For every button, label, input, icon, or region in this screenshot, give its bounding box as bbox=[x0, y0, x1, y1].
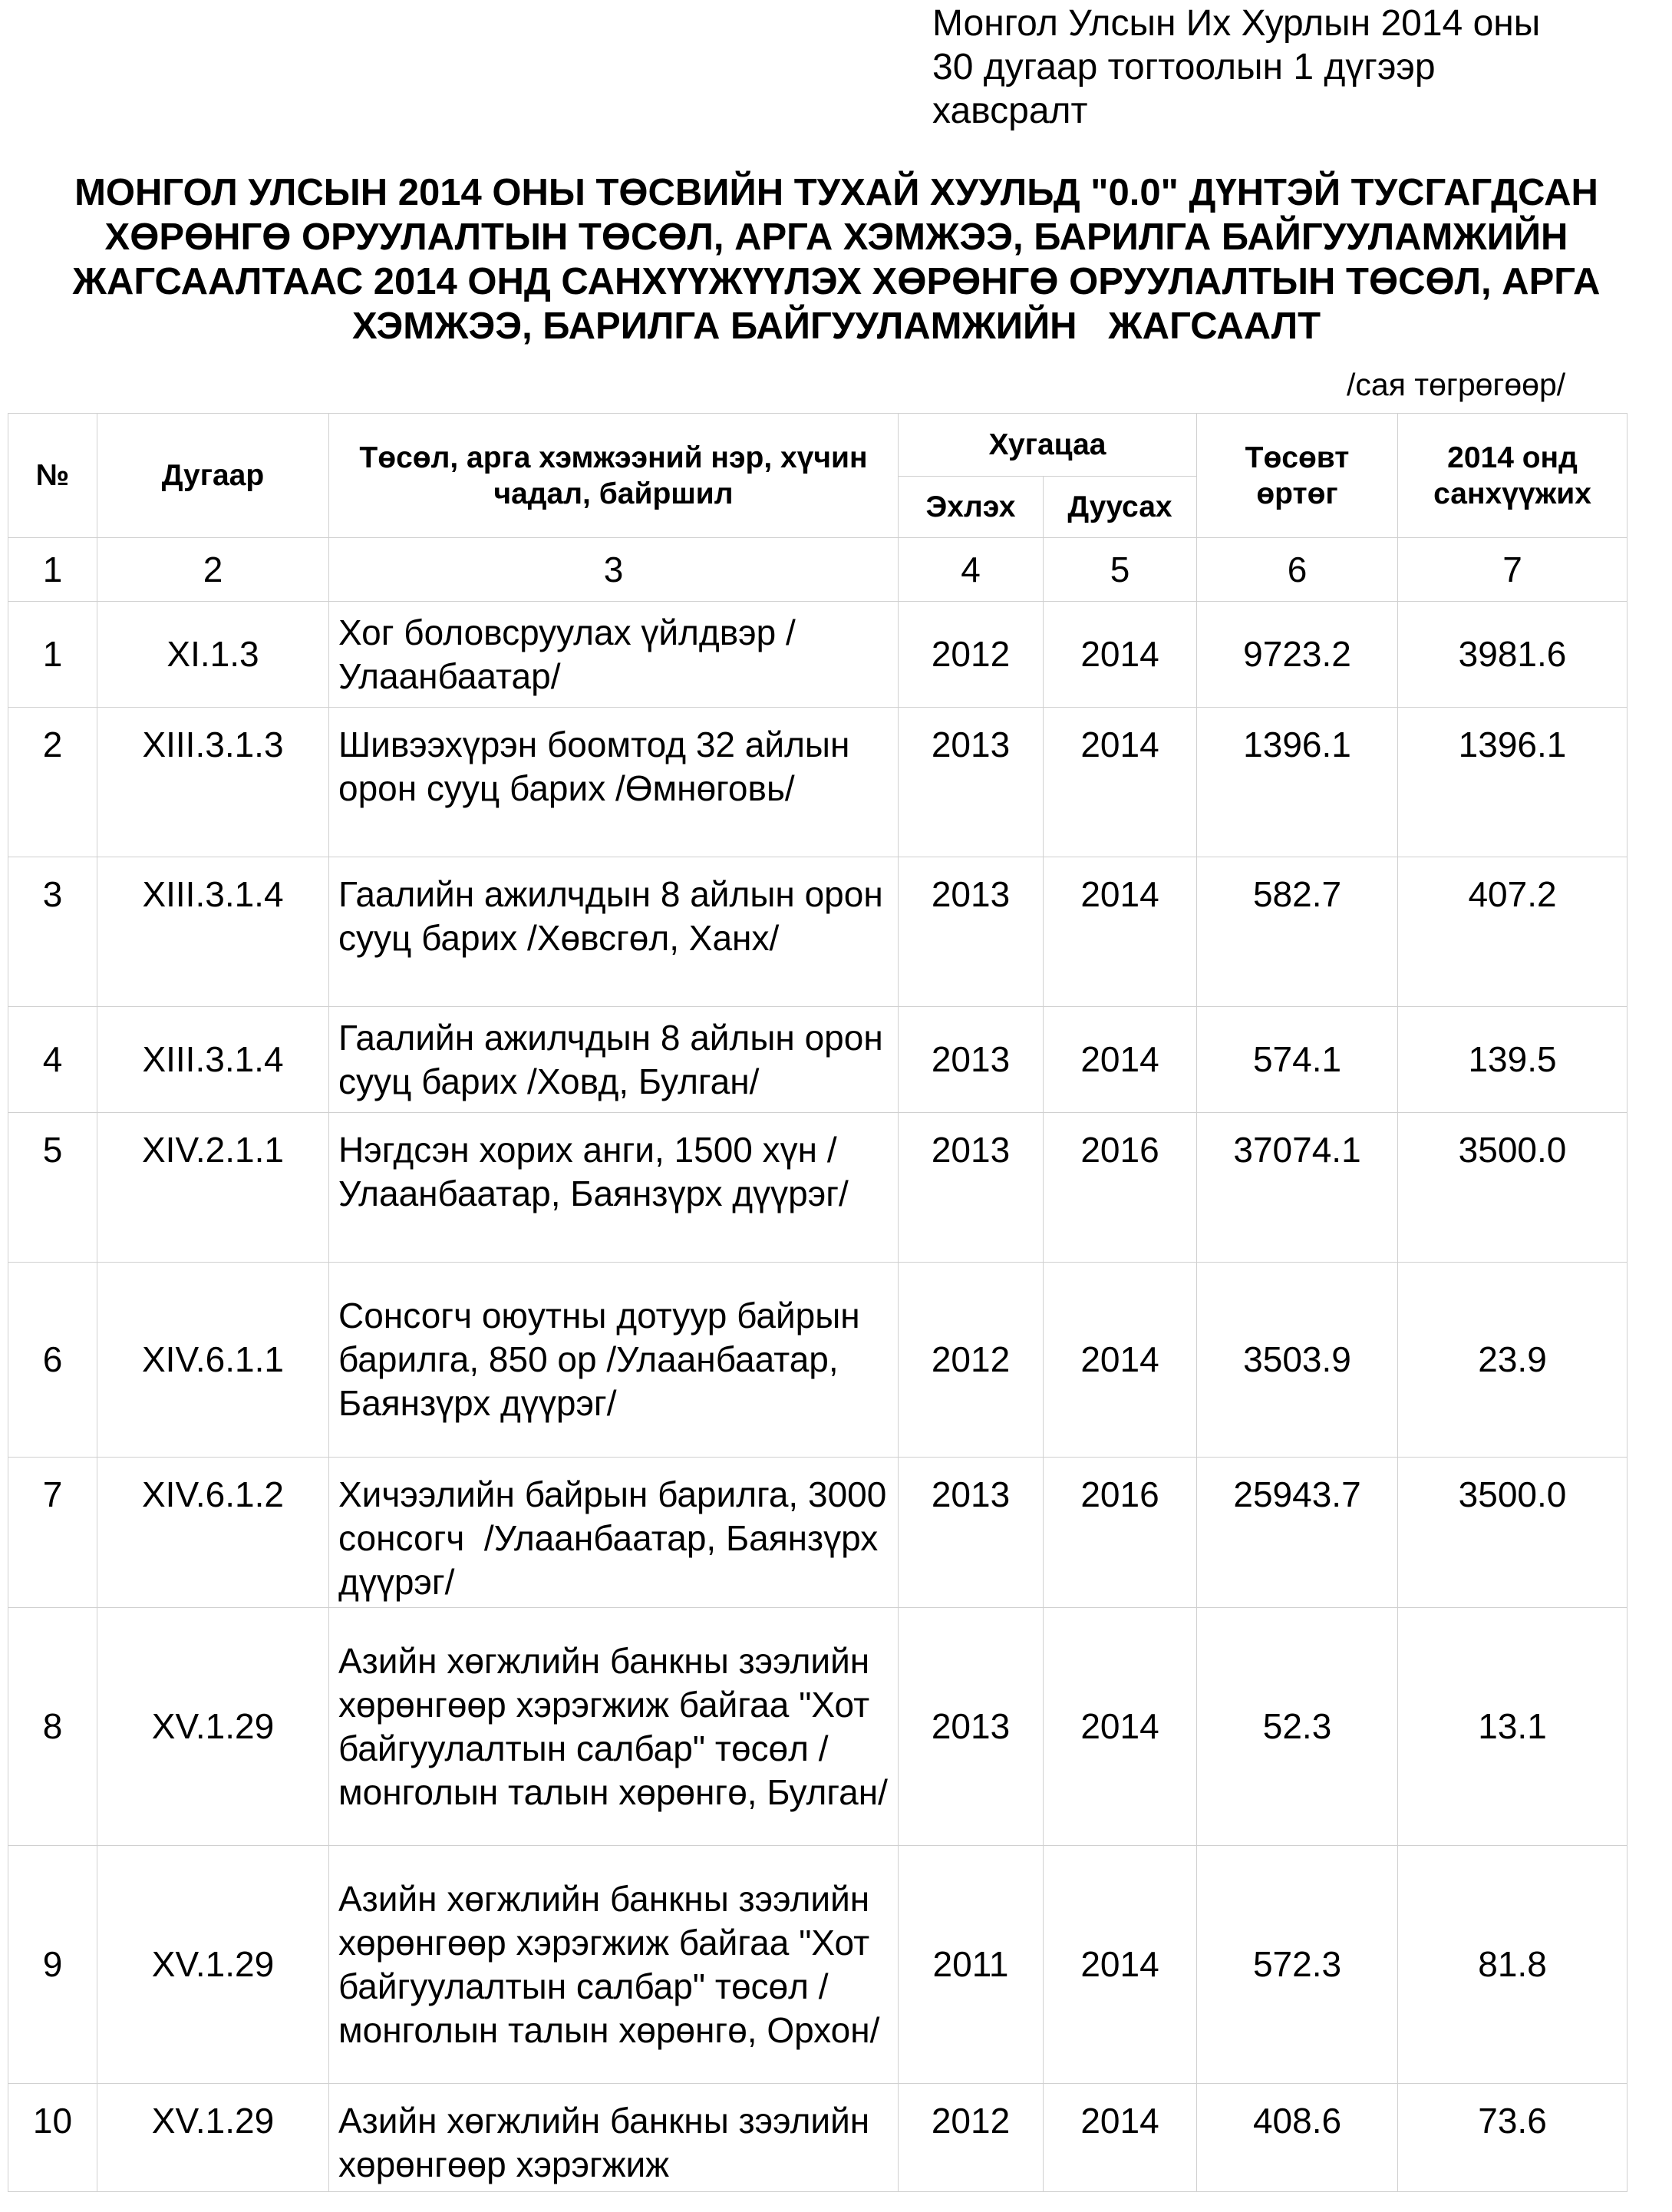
cell-cost: 574.1 bbox=[1197, 1007, 1398, 1113]
column-number: 6 bbox=[1197, 538, 1398, 602]
cell-funding: 3500.0 bbox=[1398, 1113, 1627, 1263]
cell-no: 7 bbox=[8, 1458, 97, 1608]
header-duration: Хугацаа bbox=[899, 414, 1197, 477]
cell-funding: 13.1 bbox=[1398, 1608, 1627, 1846]
cell-name: Хичээлийн байрын барилга, 3000 сонсогч /Улаанбаатар, Баянзүрх дүүрэг/ bbox=[329, 1458, 899, 1608]
cell-cost: 572.3 bbox=[1197, 1846, 1398, 2084]
cell-funding: 73.6 bbox=[1398, 2084, 1627, 2192]
column-number-row bbox=[8, 538, 1627, 602]
cell-funding: 3500.0 bbox=[1398, 1458, 1627, 1608]
header-no: № bbox=[8, 414, 97, 538]
cell-start: 2013 bbox=[899, 1113, 1044, 1263]
cell-start: 2013 bbox=[899, 857, 1044, 1007]
table-row bbox=[8, 1458, 1627, 1608]
annex-line: хавсралт bbox=[932, 91, 1088, 131]
header-cost: Төсөвт өртөг bbox=[1197, 414, 1398, 538]
unit-label: /сая төгрөгөөр/ bbox=[1347, 367, 1566, 402]
cell-code: XV.1.29 bbox=[97, 1846, 329, 2084]
cell-cost: 52.3 bbox=[1197, 1608, 1398, 1846]
cell-name: Сонсогч оюутны дотуур байрын барилга, 850 ор /Улаанбаатар, Баянзүрх дүүрэг/ bbox=[329, 1263, 899, 1458]
cell-cost: 408.6 bbox=[1197, 2084, 1398, 2192]
header-code: Дугаар bbox=[97, 414, 329, 538]
column-number: 5 bbox=[1044, 538, 1197, 602]
cell-name: Азийн хөгжлийн банкны зээлийн хөрөнгөөр хэрэгжиж bbox=[329, 2084, 899, 2192]
cell-name: Шивээхүрэн боомтод 32 айлын орон сууц барих /Өмнөговь/ bbox=[329, 708, 899, 857]
cell-end: 2014 bbox=[1044, 857, 1197, 1007]
cell-no: 4 bbox=[8, 1007, 97, 1113]
cell-no: 3 bbox=[8, 857, 97, 1007]
cell-code: XI.1.3 bbox=[97, 602, 329, 708]
cell-no: 10 bbox=[8, 2084, 97, 2192]
cell-no: 8 bbox=[8, 1608, 97, 1846]
cell-start: 2012 bbox=[899, 2084, 1044, 2192]
cell-name: Гаалийн ажилчдын 8 айлын орон сууц барих /Ховд, Булган/ bbox=[329, 1007, 899, 1113]
cell-end: 2014 bbox=[1044, 1608, 1197, 1846]
cell-end: 2014 bbox=[1044, 708, 1197, 857]
cell-funding: 81.8 bbox=[1398, 1846, 1627, 2084]
cell-code: XV.1.29 bbox=[97, 2084, 329, 2192]
cell-funding: 139.5 bbox=[1398, 1007, 1627, 1113]
column-number: 1 bbox=[8, 538, 97, 602]
cell-cost: 25943.7 bbox=[1197, 1458, 1398, 1608]
cell-code: XIII.3.1.4 bbox=[97, 857, 329, 1007]
document-title bbox=[15, 170, 1657, 348]
header-end: Дуусах bbox=[1044, 477, 1197, 538]
column-number: 7 bbox=[1398, 538, 1627, 602]
cell-end: 2014 bbox=[1044, 1007, 1197, 1113]
annex-line: 30 дугаар тогтоолын 1 дүгээр bbox=[932, 47, 1436, 87]
cell-end: 2016 bbox=[1044, 1113, 1197, 1263]
cell-cost: 9723.2 bbox=[1197, 602, 1398, 708]
cell-name: Хог боловсруулах үйлдвэр /Улаанбаатар/ bbox=[329, 602, 899, 708]
cell-code: XIII.3.1.4 bbox=[97, 1007, 329, 1113]
title-line: ХӨРӨНГӨ ОРУУЛАЛТЫН ТӨСӨЛ, АРГА ХЭМЖЭЭ, БАРИЛГА БАЙГУУЛАМЖИЙН bbox=[104, 216, 1568, 258]
cell-no: 5 bbox=[8, 1113, 97, 1263]
title-line: ХЭМЖЭЭ, БАРИЛГА БАЙГУУЛАМЖИЙН ЖАГСААЛТ bbox=[351, 305, 1321, 347]
cell-start: 2013 bbox=[899, 1458, 1044, 1608]
cell-cost: 582.7 bbox=[1197, 857, 1398, 1007]
column-number: 4 bbox=[899, 538, 1044, 602]
cell-funding: 23.9 bbox=[1398, 1263, 1627, 1458]
title-line: МОНГОЛ УЛСЫН 2014 ОНЫ ТӨСВИЙН ТУХАЙ ХУУЛЬД "0.0" ДҮНТЭЙ ТУСГАГДСАН bbox=[74, 172, 1598, 213]
header-name: Төсөл, арга хэмжээний нэр, хүчин чадал, байршил bbox=[329, 414, 899, 538]
annex-line: Монгол Улсын Их Хурлын 2014 оны bbox=[932, 3, 1541, 44]
table-row bbox=[8, 2084, 1627, 2192]
cell-code: XIV.2.1.1 bbox=[97, 1113, 329, 1263]
header-funding: 2014 онд санхүүжих bbox=[1398, 414, 1627, 538]
cell-end: 2014 bbox=[1044, 1846, 1197, 2084]
cell-end: 2014 bbox=[1044, 602, 1197, 708]
title-line: ЖАГСААЛТААС 2014 ОНД САНХҮҮЖҮҮЛЭХ ХӨРӨНГӨ ОРУУЛАЛТЫН ТӨСӨЛ, АРГА bbox=[72, 261, 1601, 302]
table-row bbox=[8, 708, 1627, 857]
column-number: 3 bbox=[329, 538, 899, 602]
cell-start: 2013 bbox=[899, 1007, 1044, 1113]
cell-no: 1 bbox=[8, 602, 97, 708]
cell-cost: 1396.1 bbox=[1197, 708, 1398, 857]
cell-code: XV.1.29 bbox=[97, 1608, 329, 1846]
cell-end: 2014 bbox=[1044, 2084, 1197, 2192]
cell-funding: 3981.6 bbox=[1398, 602, 1627, 708]
cell-end: 2016 bbox=[1044, 1458, 1197, 1608]
cell-no: 6 bbox=[8, 1263, 97, 1458]
cell-cost: 37074.1 bbox=[1197, 1113, 1398, 1263]
cell-funding: 407.2 bbox=[1398, 857, 1627, 1007]
cell-funding: 1396.1 bbox=[1398, 708, 1627, 857]
column-number: 2 bbox=[97, 538, 329, 602]
table-row bbox=[8, 857, 1627, 1007]
cell-start: 2013 bbox=[899, 1608, 1044, 1846]
cell-start: 2012 bbox=[899, 602, 1044, 708]
cell-code: XIV.6.1.1 bbox=[97, 1263, 329, 1458]
table-row bbox=[8, 1263, 1627, 1458]
cell-code: XIII.3.1.3 bbox=[97, 708, 329, 857]
cell-start: 2011 bbox=[899, 1846, 1044, 2084]
cell-name: Азийн хөгжлийн банкны зээлийн хөрөнгөөр хэрэгжиж байгаа "Хот байгуулалтын салбар" төсөл /монголын талын хөрөнгө, Орхон/ bbox=[329, 1846, 899, 2084]
cell-start: 2012 bbox=[899, 1263, 1044, 1458]
table-row bbox=[8, 1608, 1627, 1846]
cell-start: 2013 bbox=[899, 708, 1044, 857]
cell-no: 9 bbox=[8, 1846, 97, 2084]
table-row bbox=[8, 1113, 1627, 1263]
cell-cost: 3503.9 bbox=[1197, 1263, 1398, 1458]
cell-no: 2 bbox=[8, 708, 97, 857]
header-start: Эхлэх bbox=[899, 477, 1044, 538]
table-row bbox=[8, 1846, 1627, 2084]
annex-note bbox=[932, 2, 1623, 133]
cell-name: Гаалийн ажилчдын 8 айлын орон сууц барих /Хөвсгөл, Ханх/ bbox=[329, 857, 899, 1007]
cell-code: XIV.6.1.2 bbox=[97, 1458, 329, 1608]
cell-name: Азийн хөгжлийн банкны зээлийн хөрөнгөөр хэрэгжиж байгаа "Хот байгуулалтын салбар" төсөл /монголын талын хөрөнгө, Булган/ bbox=[329, 1608, 899, 1846]
investment-table bbox=[8, 413, 1627, 2192]
table-row bbox=[8, 602, 1627, 708]
cell-name: Нэгдсэн хорих анги, 1500 хүн /Улаанбаатар, Баянзүрх дүүрэг/ bbox=[329, 1113, 899, 1263]
table-row bbox=[8, 1007, 1627, 1113]
cell-end: 2014 bbox=[1044, 1263, 1197, 1458]
